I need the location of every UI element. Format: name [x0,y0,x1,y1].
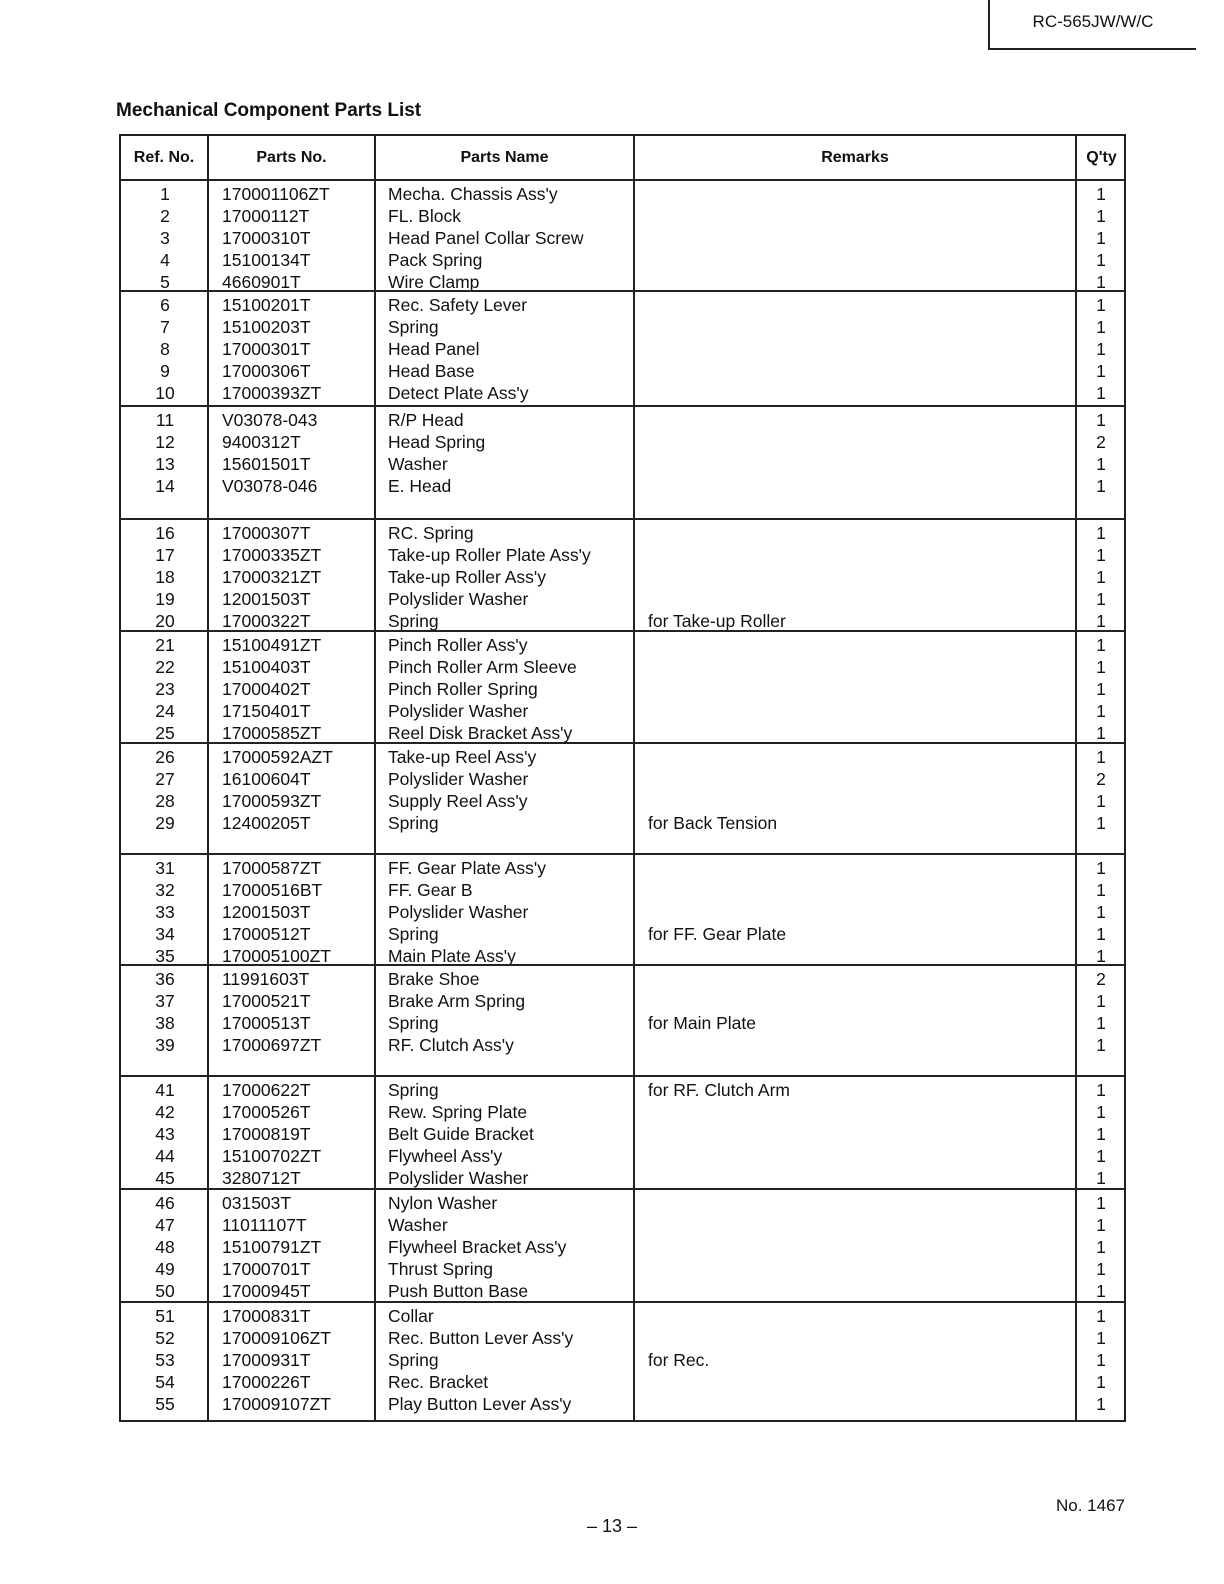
table-row [121,294,1124,316]
parts-name-cell: Belt Guide Bracket [388,1123,534,1144]
ref-no-cell: 36 [155,969,175,989]
qty-cell: 1 [1096,610,1106,631]
parts-name-cell: Take-up Roller Ass'y [388,566,546,587]
table-row [121,812,1124,834]
parts-name-cell: Wire Clamp [388,271,480,292]
ref-no-cell: 20 [155,610,175,631]
parts-no-cell: 12001503T [222,588,311,609]
parts-no-cell: 17000701T [222,1258,311,1279]
group-divider [121,405,1124,407]
parts-no-cell: 17000321ZT [222,566,322,587]
ref-no-cell: 2 [160,205,170,226]
qty-cell: 1 [1096,227,1106,248]
ref-no-cell: 18 [155,566,175,587]
remarks-cell: for FF. Gear Plate [648,923,787,944]
table-row [121,205,1124,227]
parts-name-cell: Polyslider Washer [388,1167,529,1188]
ref-no-cell: 25 [155,722,175,743]
table-row [121,227,1124,249]
remarks-cell: for RF. Clutch Arm [648,1080,790,1100]
qty-cell: 1 [1096,1236,1106,1257]
parts-name-cell: Spring [388,923,439,944]
table-row [121,857,1124,879]
parts-no-cell: 17000310T [222,227,311,248]
parts-name-cell: FL. Block [388,205,461,226]
qty-cell: 1 [1096,338,1106,359]
table-row [121,316,1124,338]
remarks-cell: for Back Tension [648,812,778,833]
ref-no-cell: 41 [155,1080,175,1100]
table-row [121,1101,1124,1123]
qty-cell: 1 [1096,1306,1106,1326]
parts-name-cell: Washer [388,1214,448,1235]
ref-no-cell: 16 [155,523,175,543]
header-divider [121,179,1124,181]
parts-name-cell: Rew. Spring Plate [388,1101,528,1122]
qty-cell: 1 [1096,295,1106,315]
parts-no-cell: 17000697ZT [222,1034,322,1055]
page-number: – 13 – [586,1516,638,1536]
header-qty: Q'ty [1086,149,1117,166]
ref-no-cell: 43 [155,1123,175,1144]
parts-no-cell: 15100702ZT [222,1145,322,1166]
parts-name-cell: Head Base [388,360,475,381]
qty-cell: 1 [1096,382,1106,403]
table-row [121,990,1124,1012]
qty-cell: 1 [1096,1101,1106,1122]
group-divider [121,1301,1124,1303]
qty-cell: 2 [1096,969,1106,989]
qty-cell: 1 [1096,1080,1106,1100]
qty-cell: 1 [1096,1123,1106,1144]
table-row [121,968,1124,990]
parts-name-cell: E. Head [388,475,452,496]
ref-no-cell: 31 [155,858,175,878]
parts-name-cell: Detect Plate Ass'y [388,382,529,403]
page-title: Mechanical Component Parts List [116,100,422,121]
table-row [121,544,1124,566]
ref-no-cell: 9 [160,360,170,381]
table-row [121,1123,1124,1145]
qty-cell: 1 [1096,410,1106,430]
parts-name-cell: Polyslider Washer [388,901,529,922]
ref-no-cell: 51 [155,1306,175,1326]
ref-no-cell: 49 [155,1258,175,1279]
group-divider [121,290,1124,292]
model-number-box [988,0,1196,50]
table-row [121,522,1124,544]
qty-cell: 1 [1096,316,1106,337]
parts-no-cell: 15100201T [222,295,311,315]
parts-no-cell: 15100403T [222,656,311,677]
group-divider [121,1188,1124,1190]
table-row [121,409,1124,431]
parts-name-cell: Polyslider Washer [388,588,529,609]
group-divider [121,518,1124,520]
parts-name-cell: Spring [388,1080,439,1100]
parts-name-cell: Spring [388,316,439,337]
qty-cell: 1 [1096,790,1106,811]
parts-no-cell: 4660901T [222,271,301,292]
parts-no-cell: 17000526T [222,1101,311,1122]
parts-no-cell: 17000112T [222,205,310,226]
ref-no-cell: 4 [160,249,170,270]
qty-cell: 1 [1096,635,1106,655]
table-row [121,1305,1124,1327]
qty-cell: 1 [1096,588,1106,609]
table-row [121,790,1124,812]
parts-no-cell: 17000306T [222,360,311,381]
header-remarks: Remarks [821,149,889,166]
ref-no-cell: 13 [155,453,175,474]
table-row [121,453,1124,475]
ref-no-cell: 24 [155,700,175,721]
parts-no-cell: 17000516BT [222,879,323,900]
parts-name-cell: Spring [388,812,439,833]
parts-name-cell: Pinch Roller Arm Sleeve [388,656,577,677]
parts-name-cell: FF. Gear Plate Ass'y [388,858,546,878]
qty-cell: 1 [1096,678,1106,699]
table-row [121,1079,1124,1101]
parts-name-cell: Play Button Lever Ass'y [388,1393,572,1414]
parts-name-cell: FF. Gear B [388,879,473,900]
parts-name-cell: Pinch Roller Spring [388,678,538,699]
parts-no-cell: 17000393ZT [222,382,322,403]
ref-no-cell: 38 [155,1012,175,1033]
qty-cell: 1 [1096,879,1106,900]
ref-no-cell: 26 [155,747,175,767]
table-row [121,1280,1124,1302]
ref-no-cell: 44 [155,1145,175,1166]
header-parts-name: Parts Name [460,149,549,166]
parts-name-cell: Pack Spring [388,249,483,270]
parts-no-cell: 170001106ZT [222,184,330,204]
qty-cell: 1 [1096,205,1106,226]
qty-cell: 1 [1096,656,1106,677]
qty-cell: 1 [1096,923,1106,944]
parts-no-cell: 15100791ZT [222,1236,322,1257]
parts-table [119,134,1126,1422]
table-row [121,879,1124,901]
ref-no-cell: 14 [155,475,175,496]
ref-no-cell: 21 [155,635,175,655]
qty-cell: 1 [1096,1034,1106,1055]
ref-no-cell: 54 [155,1371,175,1392]
remarks-cell: for Main Plate [648,1012,756,1033]
table-row [121,1371,1124,1393]
qty-cell: 1 [1096,1349,1106,1370]
table-row [121,610,1124,632]
ref-no-cell: 3 [160,227,170,248]
ref-no-cell: 27 [155,768,175,789]
parts-no-cell: 15601501T [222,453,311,474]
parts-no-cell: 12001503T [222,901,311,922]
qty-cell: 1 [1096,990,1106,1011]
ref-no-cell: 37 [155,990,175,1011]
parts-name-cell: Thrust Spring [388,1258,494,1279]
model-number: RC-565JW/W/C [1032,12,1154,31]
parts-no-cell: 12400205T [222,812,311,833]
parts-name-cell: Head Panel Collar Screw [388,227,584,248]
parts-name-cell: Rec. Button Lever Ass'y [388,1327,574,1348]
ref-no-cell: 11 [155,410,175,430]
parts-no-cell: 17000593ZT [222,790,322,811]
parts-name-cell: RF. Clutch Ass'y [388,1034,514,1055]
ref-no-cell: 45 [155,1167,175,1188]
parts-no-cell: 17000819T [222,1123,311,1144]
parts-no-cell: 17000335ZT [222,544,322,565]
table-row [121,1349,1124,1371]
parts-name-cell: Rec. Bracket [388,1371,489,1392]
parts-no-cell: 170009107ZT [222,1393,331,1414]
parts-no-cell: 16100604T [222,768,311,789]
parts-name-cell: Head Spring [388,431,486,452]
table-row [121,1236,1124,1258]
parts-no-cell: 17000587ZT [222,858,322,878]
parts-name-cell: Main Plate Ass'y [388,945,516,966]
parts-no-cell: 17150401T [222,700,311,721]
ref-no-cell: 39 [155,1034,175,1055]
qty-cell: 1 [1096,1258,1106,1279]
ref-no-cell: 1 [160,184,170,204]
ref-no-cell: 29 [155,812,175,833]
parts-no-cell: 17000622T [222,1080,311,1100]
qty-cell: 1 [1096,566,1106,587]
group-divider [121,630,1124,632]
table-row [121,901,1124,923]
parts-no-cell: 17000521T [222,990,311,1011]
ref-no-cell: 35 [155,945,175,966]
qty-cell: 1 [1096,901,1106,922]
parts-no-cell: 17000402T [222,678,311,699]
qty-cell: 1 [1096,453,1106,474]
table-row [121,722,1124,744]
qty-cell: 1 [1096,475,1106,496]
remarks-cell: for Take-up Roller [648,610,786,631]
parts-no-cell: 031503T [222,1193,292,1213]
parts-no-cell: 11991603T [222,969,310,989]
qty-cell: 1 [1096,1280,1106,1301]
qty-cell: 1 [1096,1167,1106,1188]
parts-name-cell: Spring [388,1349,439,1370]
group-divider [121,1075,1124,1077]
parts-name-cell: Push Button Base [388,1280,529,1301]
ref-no-cell: 6 [160,295,170,315]
parts-no-cell: 9400312T [222,431,301,452]
table-row [121,634,1124,656]
parts-no-cell: 3280712T [222,1167,301,1188]
ref-no-cell: 8 [160,338,170,359]
parts-name-cell: Flywheel Ass'y [388,1145,503,1166]
parts-name-cell: Take-up Roller Plate Ass'y [388,544,591,565]
qty-cell: 1 [1096,1214,1106,1235]
qty-cell: 1 [1096,523,1106,543]
qty-cell: 1 [1096,1193,1106,1213]
parts-no-cell: 170005100ZT [222,945,331,966]
qty-cell: 2 [1096,768,1106,789]
qty-cell: 1 [1096,1327,1106,1348]
qty-cell: 1 [1096,722,1106,743]
parts-no-cell: 17000931T [222,1349,311,1370]
parts-no-cell: 170009106ZT [222,1327,331,1348]
ref-no-cell: 42 [155,1101,175,1122]
ref-no-cell: 55 [155,1393,175,1414]
document-number: No. 1467 [1056,1496,1125,1515]
parts-name-cell: Nylon Washer [388,1193,498,1213]
ref-no-cell: 23 [155,678,175,699]
group-divider [121,742,1124,744]
table-row [121,656,1124,678]
parts-name-cell: Brake Shoe [388,969,480,989]
ref-no-cell: 34 [155,923,175,944]
ref-no-cell: 7 [160,316,170,337]
group-divider [121,853,1124,855]
parts-no-cell: 17000945T [222,1280,311,1301]
parts-no-cell: V03078-046 [222,475,318,496]
parts-no-cell: 17000512T [222,923,311,944]
table-row [121,1167,1124,1189]
parts-no-cell: 15100491ZT [222,635,322,655]
parts-name-cell: Polyslider Washer [388,768,529,789]
table-row [121,1192,1124,1214]
parts-name-cell: Mecha. Chassis Ass'y [388,184,558,204]
parts-no-cell: 17000592AZT [222,747,333,767]
parts-name-cell: Head Panel [388,338,480,359]
table-row [121,1327,1124,1349]
qty-cell: 1 [1096,1371,1106,1392]
ref-no-cell: 17 [155,544,175,565]
ref-no-cell: 47 [155,1214,175,1235]
parts-no-cell: 17000831T [222,1306,311,1326]
ref-no-cell: 19 [155,588,175,609]
ref-no-cell: 50 [155,1280,175,1301]
ref-no-cell: 32 [155,879,175,900]
ref-no-cell: 12 [155,431,175,452]
header-ref-no: Ref. No. [133,149,195,166]
ref-no-cell: 52 [155,1327,175,1348]
qty-cell: 1 [1096,945,1106,966]
qty-cell: 1 [1096,700,1106,721]
qty-cell: 1 [1096,858,1106,878]
parts-name-cell: RC. Spring [388,523,474,543]
table-row [121,431,1124,453]
table-row [121,923,1124,945]
qty-cell: 1 [1096,1393,1106,1414]
parts-no-cell: 11011107T [222,1214,307,1235]
parts-no-cell: 15100203T [222,316,311,337]
parts-name-cell: Collar [388,1306,434,1326]
qty-cell: 1 [1096,747,1106,767]
ref-no-cell: 33 [155,901,175,922]
qty-cell: 1 [1096,812,1106,833]
table-row [121,1258,1124,1280]
ref-no-cell: 28 [155,790,175,811]
ref-no-cell: 53 [155,1349,175,1370]
parts-no-cell: 17000301T [222,338,311,359]
parts-no-cell: 17000585ZT [222,722,322,743]
table-row [121,183,1124,205]
table-row [121,1393,1124,1415]
qty-cell: 1 [1096,271,1106,292]
table-row [121,1145,1124,1167]
qty-cell: 1 [1096,1012,1106,1033]
table-row [121,475,1124,497]
parts-name-cell: Take-up Reel Ass'y [388,747,537,767]
table-row [121,700,1124,722]
group-divider [121,964,1124,966]
table-row [121,382,1124,404]
parts-name-cell: Polyslider Washer [388,700,529,721]
table-row [121,249,1124,271]
qty-cell: 1 [1096,184,1106,204]
ref-no-cell: 46 [155,1193,175,1213]
table-row [121,1214,1124,1236]
parts-no-cell: V03078-043 [222,410,318,430]
table-row [121,566,1124,588]
parts-no-cell: 17000307T [222,523,311,543]
parts-no-cell: 15100134T [222,249,311,270]
parts-name-cell: Rec. Safety Lever [388,295,528,315]
parts-name-cell: Spring [388,1012,439,1033]
parts-no-cell: 17000513T [222,1012,311,1033]
parts-name-cell: Reel Disk Bracket Ass'y [388,722,573,743]
table-row [121,1034,1124,1056]
table-row [121,588,1124,610]
table-row [121,338,1124,360]
table-row [121,1012,1124,1034]
ref-no-cell: 48 [155,1236,175,1257]
parts-name-cell: Washer [388,453,448,474]
parts-name-cell: Pinch Roller Ass'y [388,635,528,655]
ref-no-cell: 5 [160,271,170,292]
table-row [121,768,1124,790]
parts-name-cell: Flywheel Bracket Ass'y [388,1236,567,1257]
qty-cell: 1 [1096,360,1106,381]
qty-cell: 1 [1096,544,1106,565]
parts-name-cell: R/P Head [388,410,464,430]
ref-no-cell: 22 [155,656,175,677]
parts-name-cell: Spring [388,610,439,631]
remarks-cell: for Rec. [648,1349,710,1370]
table-row [121,746,1124,768]
table-row [121,360,1124,382]
header-parts-no: Parts No. [256,149,327,166]
qty-cell: 1 [1096,249,1106,270]
qty-cell: 1 [1096,1145,1106,1166]
ref-no-cell: 10 [155,382,175,403]
parts-name-cell: Supply Reel Ass'y [388,790,528,811]
qty-cell: 2 [1096,431,1106,452]
table-row [121,678,1124,700]
parts-name-cell: Brake Arm Spring [388,990,526,1011]
parts-no-cell: 17000322T [222,610,311,631]
parts-no-cell: 17000226T [222,1371,311,1392]
